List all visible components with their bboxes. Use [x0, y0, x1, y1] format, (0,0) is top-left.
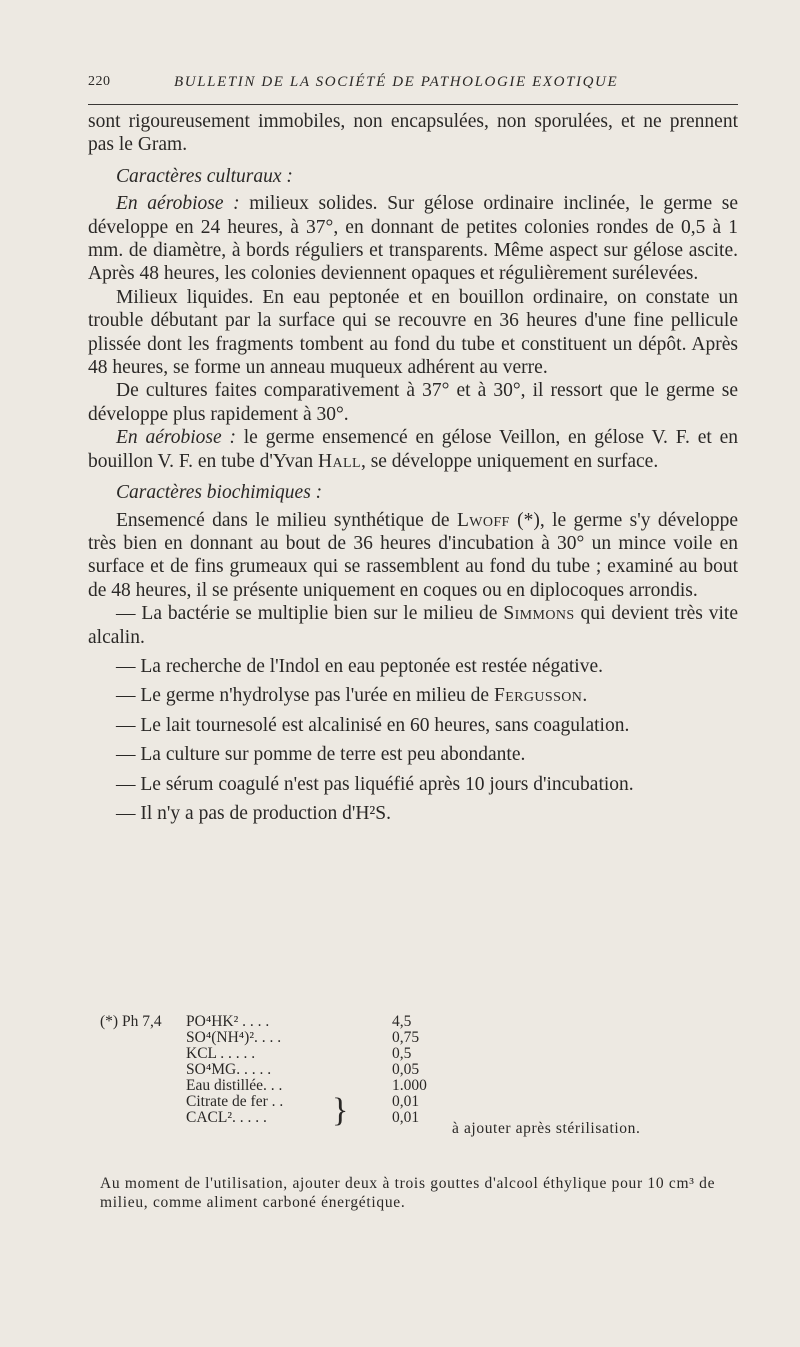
- formula-ingredient: SO⁴MG. . . . .: [186, 1061, 272, 1078]
- formula-quantity: 0,01: [392, 1093, 420, 1110]
- text-simmons-b: qui devient très vite alcalin.: [88, 603, 738, 648]
- text-anaerobiosis-a: le germe ensemencé en gélose Veillon, en gélose V. F. et en bouillon V. F. en tube d'Yvan: [88, 427, 738, 472]
- formula-row: [100, 1094, 740, 1110]
- paragraph-potato: — La culture sur pomme de terre est peu abondante.: [116, 744, 526, 766]
- formula-quantity: 0,01: [392, 1109, 420, 1126]
- formula-ingredient: KCL . . . . .: [186, 1045, 256, 1062]
- author-simmons: Simmons: [503, 603, 575, 625]
- paragraph-h2s: — Il n'y a pas de production d'H²S.: [116, 802, 391, 824]
- paragraph-liquid-media: Milieux liquides. En eau peptonée et en bouillon ordinaire, on constate un trouble débutant par la surface qui se recouvre en 36 heures d'une fine pellicule plissée dont les fragments tombent au fond du tube et constituent un dépôt. Après 48 heures, se forme un anneau muqueux adhérent au verre.: [88, 286, 738, 379]
- formula-row: [100, 1046, 740, 1062]
- paragraph-intro: sont rigoureusement immobiles, non encapsulées, non sporulées, et ne prennent pas le Gram.: [88, 111, 738, 156]
- author-fergusson: Fergusson: [493, 685, 583, 707]
- formula-quantity: 1.000: [392, 1077, 427, 1094]
- text-simmons-a: — La bactérie se multiplie bien sur le milieu de: [116, 603, 504, 625]
- formula-quantity: 4,5: [392, 1013, 412, 1030]
- paragraph-temperature: De cultures faites comparativement à 37° et à 30°, il ressort que le germe se développe plus rapidement à 30°.: [88, 380, 738, 425]
- formula-ingredient: Eau distillée. . .: [186, 1077, 283, 1094]
- running-head: BULLETIN DE LA SOCIÉTÉ DE PATHOLOGIE EXOTIQUE: [174, 74, 619, 90]
- formula-ingredient: Citrate de fer . .: [186, 1093, 284, 1110]
- right-brace-glyph: }: [332, 1092, 349, 1129]
- paragraph-aerobiosis: [88, 192, 738, 286]
- formula-row: [100, 1014, 740, 1030]
- section-heading-biochemical: Caractères biochimiques :: [116, 482, 323, 504]
- formula-row: [100, 1110, 740, 1126]
- formula-ingredient: PO⁴HK² . . . .: [186, 1013, 270, 1030]
- formula-quantity: 0,5: [392, 1045, 412, 1062]
- formula-quantity: 0,05: [392, 1061, 420, 1078]
- formula-quantity: 0,75: [392, 1029, 420, 1046]
- paragraph-urea: [88, 684, 738, 707]
- paragraph-serum: — Le sérum coagulé n'est pas liquéfié après 10 jours d'incubation.: [116, 773, 634, 795]
- author-lwoff: Lwoff: [456, 509, 510, 531]
- paragraph-simmons: [88, 602, 738, 649]
- section-heading-cultural: Caractères culturaux :: [116, 165, 293, 187]
- page-number: 220: [88, 74, 111, 89]
- formula-row: [100, 1078, 740, 1094]
- lead-anaerobiosis: En aérobiose :: [116, 427, 236, 449]
- page-header: [88, 74, 738, 105]
- paragraph-synthetic-medium: [88, 509, 738, 603]
- formula-row: [100, 1062, 740, 1078]
- footnote-mark: (*) Ph 7,4: [100, 1013, 162, 1030]
- formula-ingredient: SO⁴(NH⁴)². . . .: [186, 1029, 282, 1046]
- formula-ingredient: CACL². . . . .: [186, 1109, 267, 1126]
- author-hall: Hall: [318, 450, 361, 472]
- text-urea-a: — Le germe n'hydrolyse pas l'urée en milieu de: [116, 685, 494, 707]
- footnote-closing: Au moment de l'utilisation, ajouter deux à trois gouttes d'alcool éthylique pour 10 cm³ de milieu, comme aliment carboné énergétique.: [100, 1174, 716, 1211]
- text-urea-b: .: [582, 685, 588, 707]
- lead-aerobiosis: En aérobiose :: [116, 193, 240, 215]
- text-aerobiosis: milieux solides. Sur gélose ordinaire inclinée, le germe se développe en 24 heures, à 37°, en donnant de petites colonies rondes de 0,5 à 1 mm. de diamètre, à bords réguliers et transparents. Même aspect sur gélose ascite. Après 48 heures, les colonies deviennent opaques et régulièrement surélevées.: [88, 193, 738, 285]
- text-lwoff-a: Ensemencé dans le milieu synthétique de: [116, 509, 457, 531]
- paragraph-anaerobiosis: [88, 426, 738, 473]
- brace-note: à ajouter après stérilisation.: [452, 1120, 641, 1137]
- paragraph-milk: — Le lait tournesolé est alcalinisé en 60 heures, sans coagulation.: [116, 714, 630, 736]
- text-anaerobiosis-b: , se développe uniquement en surface.: [360, 450, 659, 472]
- text-lwoff-b: (*), le germe s'y développe très bien en donnant au bout de 36 heures d'incubation à 30° un mince voile en surface et de fins grumeaux qui se rassemblent au fond du tube ; examiné au bout de 48 heures, il se présente uniquement en coques ou en diplocoques arrondis.: [88, 509, 738, 601]
- formula-row: [100, 1030, 740, 1046]
- paragraph-indol: — La recherche de l'Indol en eau peptonée est restée négative.: [116, 655, 603, 677]
- body-text: [88, 110, 738, 825]
